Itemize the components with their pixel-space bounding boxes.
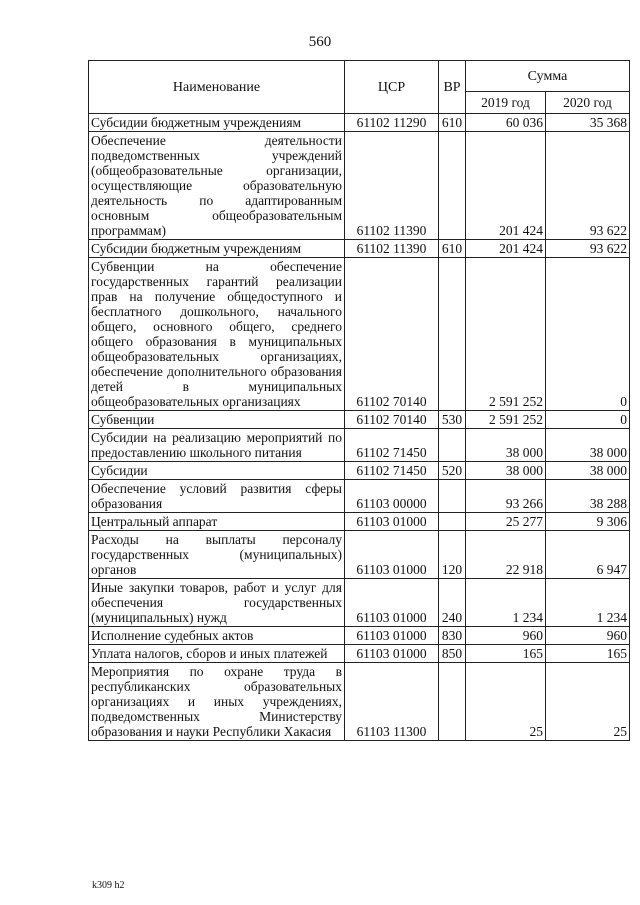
header-year-2019: 2019 год [466, 92, 546, 114]
row-name: Субсидии на реализацию мероприятий по предоставлению школьного питания [89, 429, 345, 462]
row-name: Расходы на выплаты персоналу государственных (муниципальных) органов [89, 531, 345, 579]
row-csr: 61102 11290 [345, 114, 439, 132]
row-csr: 61102 71450 [345, 429, 439, 462]
table-row [89, 531, 630, 579]
row-name: Уплата налогов, сборов и иных платежей [89, 645, 345, 663]
row-sum-2019: 25 277 [466, 513, 546, 531]
row-name: Субсидии [89, 462, 345, 480]
row-sum-2020: 93 622 [546, 132, 630, 240]
table-row [89, 411, 630, 429]
row-vr: 850 [439, 645, 466, 663]
row-name: Исполнение судебных актов [89, 627, 345, 645]
footer-code: k309 h2 [92, 880, 125, 891]
row-vr [439, 132, 466, 240]
row-sum-2019: 38 000 [466, 462, 546, 480]
row-sum-2019: 2 591 252 [466, 411, 546, 429]
row-vr [439, 663, 466, 741]
header-sum: Сумма [466, 61, 630, 92]
row-csr: 61102 11390 [345, 240, 439, 258]
row-vr: 830 [439, 627, 466, 645]
row-name: Субсидии бюджетным учреждениям [89, 114, 345, 132]
row-sum-2020: 960 [546, 627, 630, 645]
row-sum-2019: 201 424 [466, 132, 546, 240]
row-sum-2019: 165 [466, 645, 546, 663]
row-vr: 610 [439, 114, 466, 132]
row-sum-2019: 25 [466, 663, 546, 741]
table-row [89, 258, 630, 411]
row-csr: 61103 01000 [345, 645, 439, 663]
table-row [89, 240, 630, 258]
row-sum-2019: 1 234 [466, 579, 546, 627]
row-sum-2020: 0 [546, 411, 630, 429]
table-row [89, 645, 630, 663]
row-sum-2019: 2 591 252 [466, 258, 546, 411]
row-sum-2019: 38 000 [466, 429, 546, 462]
row-vr [439, 513, 466, 531]
row-csr: 61103 11300 [345, 663, 439, 741]
header-csr: ЦСР [345, 61, 439, 114]
row-sum-2020: 165 [546, 645, 630, 663]
row-csr: 61103 01000 [345, 579, 439, 627]
row-csr: 61103 01000 [345, 627, 439, 645]
header-year-2020: 2020 год [546, 92, 630, 114]
row-csr: 61102 70140 [345, 258, 439, 411]
row-name: Иные закупки товаров, работ и услуг для обеспечения государственных (муниципальных) нужд [89, 579, 345, 627]
row-sum-2019: 201 424 [466, 240, 546, 258]
row-sum-2020: 38 000 [546, 429, 630, 462]
row-vr: 120 [439, 531, 466, 579]
header-vr: ВР [439, 61, 466, 114]
table-row [89, 627, 630, 645]
row-csr: 61103 01000 [345, 531, 439, 579]
row-csr: 61103 01000 [345, 513, 439, 531]
row-vr: 610 [439, 240, 466, 258]
table-row [89, 663, 630, 741]
table-row [89, 462, 630, 480]
row-vr: 520 [439, 462, 466, 480]
row-vr: 530 [439, 411, 466, 429]
row-csr: 61102 11390 [345, 132, 439, 240]
row-sum-2019: 93 266 [466, 480, 546, 513]
row-vr [439, 258, 466, 411]
row-csr: 61103 00000 [345, 480, 439, 513]
table-row [89, 114, 630, 132]
row-sum-2020: 93 622 [546, 240, 630, 258]
row-name: Обеспечение условий развития сферы образования [89, 480, 345, 513]
budget-table [88, 60, 630, 741]
row-vr: 240 [439, 579, 466, 627]
table-row [89, 513, 630, 531]
table-row [89, 132, 630, 240]
header-name: Наименование [89, 61, 345, 114]
page-number: 560 [308, 34, 332, 50]
row-name: Субвенции [89, 411, 345, 429]
row-sum-2020: 6 947 [546, 531, 630, 579]
row-sum-2020: 1 234 [546, 579, 630, 627]
row-sum-2019: 60 036 [466, 114, 546, 132]
row-name: Мероприятия по охране труда в республиканских образовательных организациях и иных учреждениях, подведомственных Министерству образования и науки Республики Хакасия [89, 663, 345, 741]
row-csr: 61102 70140 [345, 411, 439, 429]
row-sum-2020: 0 [546, 258, 630, 411]
table-row [89, 480, 630, 513]
row-vr [439, 429, 466, 462]
table-row [89, 429, 630, 462]
row-sum-2020: 9 306 [546, 513, 630, 531]
row-sum-2020: 25 [546, 663, 630, 741]
row-name: Субсидии бюджетным учреждениям [89, 240, 345, 258]
row-sum-2020: 38 000 [546, 462, 630, 480]
row-name: Субвенции на обеспечение государственных гарантий реализации прав на получение общедоступного и бесплатного дошкольного, начального общего, основного общего, среднего общего образования в муниципальных общеобразовательных организациях, обеспечение дополнительного образования детей в муниципальных общеобразовательных организациях [89, 258, 345, 411]
row-name: Центральный аппарат [89, 513, 345, 531]
row-name: Обеспечение деятельности подведомственных учреждений (общеобразовательные организации, осуществляющие образовательную деятельность по адаптированным основным общеобразовательным программам) [89, 132, 345, 240]
row-sum-2020: 38 288 [546, 480, 630, 513]
row-sum-2019: 960 [466, 627, 546, 645]
row-sum-2020: 35 368 [546, 114, 630, 132]
row-sum-2019: 22 918 [466, 531, 546, 579]
table-row [89, 579, 630, 627]
row-csr: 61102 71450 [345, 462, 439, 480]
row-vr [439, 480, 466, 513]
